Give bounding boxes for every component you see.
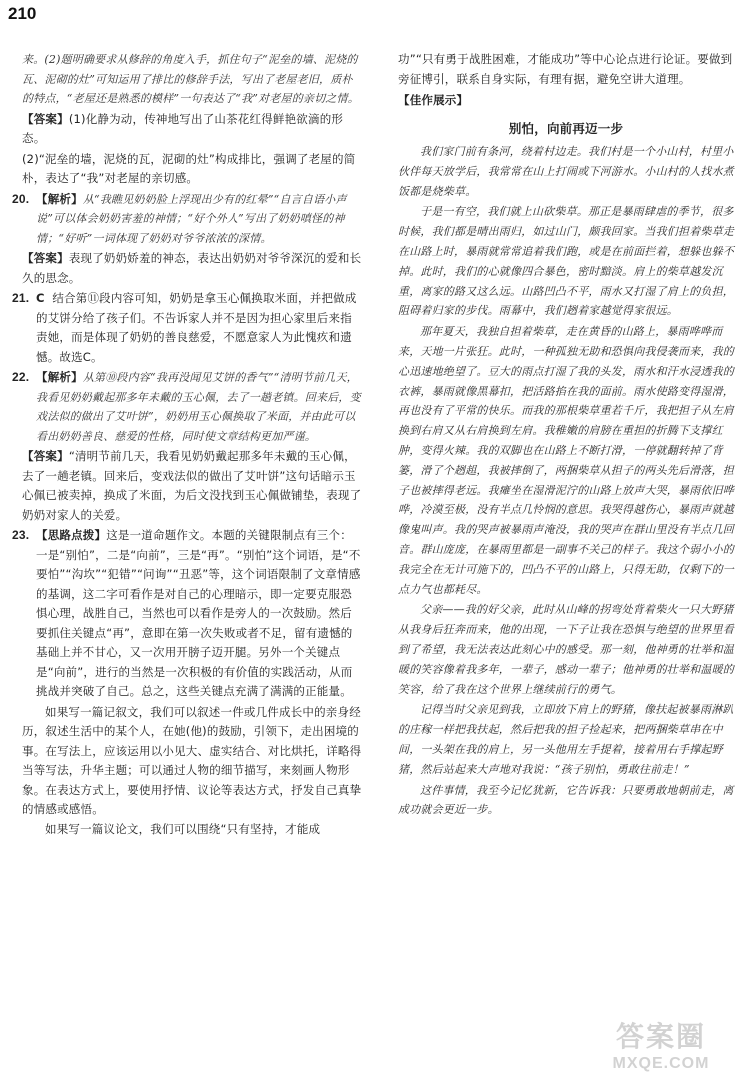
right-column — [398, 50, 734, 821]
q22-answer — [22, 447, 362, 525]
answer-tag: 【答案】 — [22, 251, 69, 265]
q23-continued: 功”“只有勇于战胜困难，才能成功”等中心论点进行论证。要做到旁征博引，联系自身实际，有理有据，避免空讲大道理。 — [398, 52, 733, 86]
essay-paragraph: 父亲——我的好父亲，此时从山峰的拐弯处背着柴火一只大野猪从我身后狂奔而来，他的出现，一下子让我在恐惧与绝望的世界里看到了希望，我无法表达此刻心中的感受。那一刻，他神勇的壮举和温暖的笑容像着我多年，一辈子，感动一辈子；他神勇的壮举和温暖的笑容，给了我在这个世界上继续前行的勇气。 — [398, 603, 734, 696]
question-20 — [12, 190, 362, 249]
q19-answer-1: (1)化静为动，传神地写出了山茶花红得鲜艳欲滴的形态。 — [22, 111, 344, 145]
q23-paragraph-3: 如果写一篇议论文，我们可以围绕“只有坚持，才能成 — [45, 821, 321, 836]
tip-tag: 【思路点拨】 — [36, 528, 107, 542]
q20-analysis: 从“我瞧见奶奶脸上浮现出少有的红晕”“自言自语小声说”可以体会奶奶害羞的神情；“好个外人”写出了奶奶嗔怪的神情；“好听”一词体现了奶奶对爷爷浓浓的深情。 — [36, 192, 347, 245]
site-watermark — [586, 1015, 736, 1075]
question-number: 22. — [12, 370, 30, 384]
q22-analysis: 从第⑩段内容“我再没闻见艾饼的香气”“清明节前几天，我看见奶奶戴起那多年未戴的玉心佩，去了一趟老镇。回来后，变戏法似的做出了艾叶饼”，奶奶用玉心佩换取了米面，并由此可以看出奶奶善良、慈爱的性格，同时使文章结构更加严谨。 — [36, 371, 361, 443]
question-number: 20. — [12, 191, 30, 206]
question-23 — [12, 526, 362, 702]
left-column — [12, 50, 362, 839]
q19-answer-2: (2)“泥垒的墙，泥烧的瓦，泥砌的灶”构成排比，强调了老屋的简朴，表达了“我”对老屋的亲切感。 — [22, 151, 356, 185]
q19-analysis-continued: 来。(2)题明确要求从修辞的角度入手，抓住句子“泥垒的墙、泥烧的瓦、泥砌的灶”可知运用了排比的修辞手法，写出了老屋老旧，质朴的特点，“老屋还是熟悉的模样”一句表达了“我”对老屋的亲切之情。 — [22, 53, 359, 105]
essay-title: 别怕，向前再迈一步 — [508, 120, 624, 136]
essay-paragraph: 我们家门前有条河，绕着村边走。我们村是一个小山村，村里小伙伴每天放学后，我常常在山上打闹或下河游水。小山村的人找水煮饭都是烧柴草。 — [398, 145, 734, 198]
watermark-url: MXQE.COM — [612, 1055, 710, 1072]
question-22 — [12, 368, 362, 446]
q21-choice: C — [36, 291, 45, 305]
q20-answer — [22, 249, 362, 288]
model-essay-label: 【佳作展示】 — [398, 93, 469, 107]
question-number: 23. — [12, 528, 30, 542]
question-number: 21. — [12, 291, 30, 305]
essay-paragraph: 记得当时父亲见到我，立即放下肩上的野猪，像扶起被暴雨淋趴的庄稼一样把我扶起，然后把我的担子捡起来，把两捆柴草串在中间，一头架在我的肩上，另一头他用左手提着，接着用右手撑起野猪，然后站起来大声地对我说：“孩子别怕，勇敢往前走！” — [398, 703, 734, 776]
essay-paragraph: 这件事情，我至今记忆犹新，它告诉我：只要勇敢地朝前走，离成功就会更近一步。 — [398, 783, 734, 817]
essay-paragraph: 于是一有空，我们就上山砍柴草。那正是暴雨肆虐的季节，很多时候，我们都是晴出雨归，如过山门，颇我回家。当我们担着柴草走在山路上时，暴雨就常常追着我们跑，或是在前面拦着，想躲也躲不掉。此时，我们的心就像四合暴色，密时黯淡。肩上的柴草越发沉重，离家的路又这么远。山路凹凸不平，雨水又打湿了肩上的负担，阻碍着归家的步伐。雨幕中，我们趔着家越觉得家很远。 — [398, 205, 734, 318]
q23-paragraph-2: 如果写一篇记叙文，我们可以叙述一件或几件成长中的亲身经历，叙述生活中的某个人，在她(他)的鼓励，引领下，走出困境的事。在写法上，应该运用以小见大、虚实结合、对比烘托，详略得当等写法，升华主题；可以通过人物的细节描写，来刻画人物形象。在表达方式上，要使用抒情、议论等表达方式，抒发自己真挚的情感或感悟。 — [22, 704, 362, 816]
q22-answer-text: “清明节前几天，我看见奶奶戴起那多年未戴的玉心佩，去了一趟老镇。回来后，变戏法似的做出了艾叶饼”这句话暗示玉心佩已被卖掉，换成了米面，为后文没找到玉心佩做铺垫，表现了奶奶对家人的关爱。 — [22, 449, 362, 522]
question-21 — [12, 289, 362, 367]
watermark-logo-text: 答案圈 — [615, 1021, 706, 1052]
q19-answer — [22, 110, 362, 149]
answer-tag: 【答案】 — [22, 449, 69, 463]
page-number: 210 — [8, 4, 37, 23]
q23-text: 这是一道命题作文。本题的关键限制点有三个：一是“别怕”，二是“向前”，三是“再”。“别怕”这个词语，是“不要怕”“沟坎”“犯错”“问询”“丑恶”等，这个词语限制了文章情感的基调，这二字可看作是对自己的心理暗示，即一定要克服恐惧心理，战胜自己，当然也可以看作是旁人的一次鼓励。然后要抓住关键点“再”，意即在第一次失败或者不足，留有遗憾的基础上并不甘心，又一次用开膀子迈开腿。另外一个关键点是“向前”，进行的当然是一次积极的有价值的实践活动，从而挑战并突破了自己。总之，这些关键点充满了满满的正能量。 — [36, 528, 361, 698]
answer-tag: 【答案】 — [22, 111, 69, 126]
q21-text: 结合第⑪段内容可知，奶奶是拿玉心佩换取米面，并把做成的艾饼分给了孩子们。不告诉家人并不是因为担心家里后来指责她，而是体现了奶奶的善良慈爱，不愿意家人为此愧疚和遗憾。故选C。 — [36, 291, 357, 364]
analysis-tag: 【解析】 — [36, 370, 83, 384]
analysis-tag: 【解析】 — [36, 191, 83, 206]
q20-answer-text: 表现了奶奶娇羞的神态，表达出奶奶对爷爷深沉的爱和长久的思念。 — [22, 251, 362, 285]
essay-paragraph: 那年夏天，我独自担着柴草，走在黄昏的山路上，暴雨哗哗而来，天地一片张狂。此时，一种孤独无助和恐惧向我侵袭而来，我的心迅速地绝望了。豆大的雨点打湿了我的头发，雨水和汗水浸透我的衣裤，暴雨就像黑幕扣，把活路掐在我的面前。雨水使路变得湿滑，再也没有了平常的快乐。而我的那根柴草重若千斤，我把担子从左肩换到右肩又从右肩换到左肩。我稚嫩的肩膀在重担的折腾下支撑红肿，变得火辣。我的双脚也在山路上不断打滑，一停就翻转掉了背篓，滑了个趔趄，我被摔倒了，两捆柴草从担子的两头先后滑落，担子也被摔得老远。我瘫坐在湿滑泥泞的山路上放声大哭，暴雨依旧哗哗，冷漠至极，没有半点几怜悯的意思。我哭得越伤心，暴雨声就越像鬼叫声。我的哭声被暴雨声淹没，我的哭声在群山里没有半点几回音。群山庞庞，在暴雨里都是一副事不关己的样子。我这个弱小小的我完全在无计可施下的，凹凸不平的山路上，只得无助，仅剩下的一点力气也都耗尽。 — [398, 325, 734, 596]
